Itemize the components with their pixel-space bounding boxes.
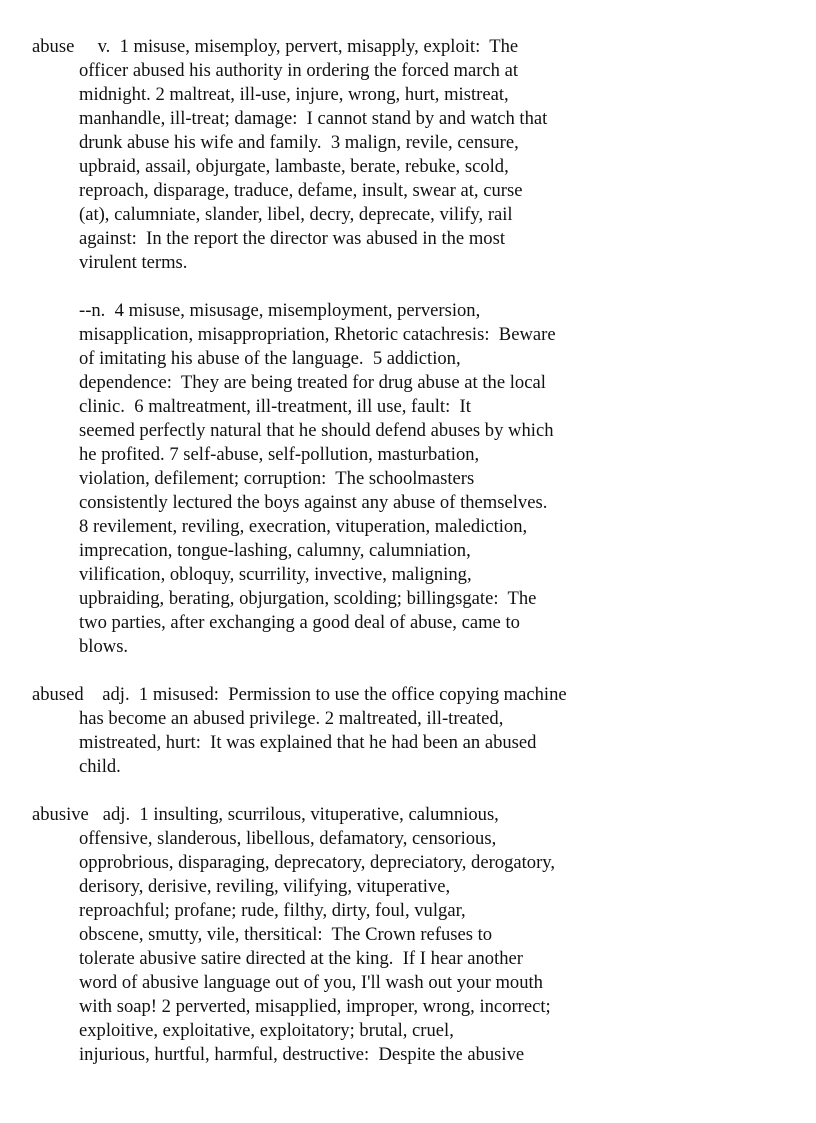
entry-abuse-line-14: dependence: They are being treated for drug abuse at the local — [79, 372, 546, 393]
entry-abusive-line-9: with soap! 2 perverted, misapplied, improper, wrong, incorrect; — [79, 996, 551, 1017]
entry-abusive-line-2: offensive, slanderous, libellous, defamatory, censorious, — [79, 828, 497, 849]
entry-abuse-line-20: 8 revilement, reviling, execration, vituperation, malediction, — [79, 516, 528, 537]
entry-abuse-line-5: drunk abuse his wife and family. 3 malign, revile, censure, — [79, 132, 519, 153]
entry-abuse-line-21: imprecation, tongue-lashing, calumny, calumniation, — [79, 540, 471, 561]
entry-abuse-line-22: vilification, obloquy, scurrility, invective, maligning, — [79, 564, 472, 585]
entry-abused-line-4: child. — [79, 756, 121, 777]
entry-abusive-line-3: opprobrious, disparaging, deprecatory, depreciatory, derogatory, — [79, 852, 556, 873]
entry-abuse-line-8: (at), calumniate, slander, libel, decry, deprecate, vilify, rail — [79, 204, 513, 225]
entry-abuse-line-24: two parties, after exchanging a good deal of abuse, came to — [79, 612, 520, 633]
entry-abusive-line-1: abusive adj. 1 insulting, scurrilous, vituperative, calumnious, — [32, 804, 499, 825]
entry-abuse-line-25: blows. — [79, 636, 129, 657]
entry-abuse-line-3: midnight. 2 maltreat, ill-use, injure, wrong, hurt, mistreat, — [79, 84, 509, 105]
entry-abusive-line-5: reproachful; profane; rude, filthy, dirty, foul, vulgar, — [79, 900, 466, 921]
entry-abused-line-2: has become an abused privilege. 2 maltreated, ill-treated, — [79, 708, 504, 729]
entry-abuse-line-2: officer abused his authority in ordering the forced march at — [79, 60, 519, 81]
entry-abuse-line-11: --n. 4 misuse, misusage, misemployment, perversion, — [79, 300, 481, 321]
entry-abusive-line-11: injurious, hurtful, harmful, destructive: Despite the abusive — [79, 1044, 525, 1065]
entry-abuse-line-7: reproach, disparage, traduce, defame, insult, swear at, curse — [79, 180, 523, 201]
entry-abuse-line-13: of imitating his abuse of the language. 5 addiction, — [79, 348, 461, 369]
entry-abuse-line-18: violation, defilement; corruption: The schoolmasters — [79, 468, 475, 489]
entry-abusive-line-8: word of abusive language out of you, I'll wash out your mouth — [79, 972, 543, 993]
entry-abuse-line-1: abuse v. 1 misuse, misemploy, pervert, misapply, exploit: The — [32, 36, 519, 57]
entry-abusive-line-7: tolerate abusive satire directed at the king. If I hear another — [79, 948, 523, 969]
entry-abuse-line-16: seemed perfectly natural that he should defend abuses by which — [79, 420, 554, 441]
entry-abused-line-3: mistreated, hurt: It was explained that he had been an abused — [79, 732, 537, 753]
entry-abusive-line-4: derisory, derisive, reviling, vilifying, vituperative, — [79, 876, 451, 897]
entry-abuse-line-4: manhandle, ill-treat; damage: I cannot stand by and watch that — [79, 108, 548, 129]
entry-abuse-line-12: misapplication, misappropriation, Rhetoric catachresis: Beware — [79, 324, 556, 345]
entry-abuse-line-19: consistently lectured the boys against any abuse of themselves. — [79, 492, 548, 513]
entry-abuse-line-10: virulent terms. — [79, 252, 188, 273]
entry-abusive-line-10: exploitive, exploitative, exploitatory; brutal, cruel, — [79, 1020, 454, 1041]
entry-abused-line-1: abused adj. 1 misused: Permission to use the office copying machine — [32, 684, 567, 705]
entry-abuse-line-15: clinic. 6 maltreatment, ill-treatment, ill use, fault: It — [79, 396, 471, 417]
entry-abuse-line-9: against: In the report the director was abused in the most — [79, 228, 505, 249]
entry-abuse-line-17: he profited. 7 self-abuse, self-pollution, masturbation, — [79, 444, 480, 465]
entry-abuse-line-23: upbraiding, berating, objurgation, scolding; billingsgate: The — [79, 588, 537, 609]
entry-abusive-line-6: obscene, smutty, vile, thersitical: The Crown refuses to — [79, 924, 493, 945]
entry-abuse-line-6: upbraid, assail, objurgate, lambaste, berate, rebuke, scold, — [79, 156, 509, 177]
